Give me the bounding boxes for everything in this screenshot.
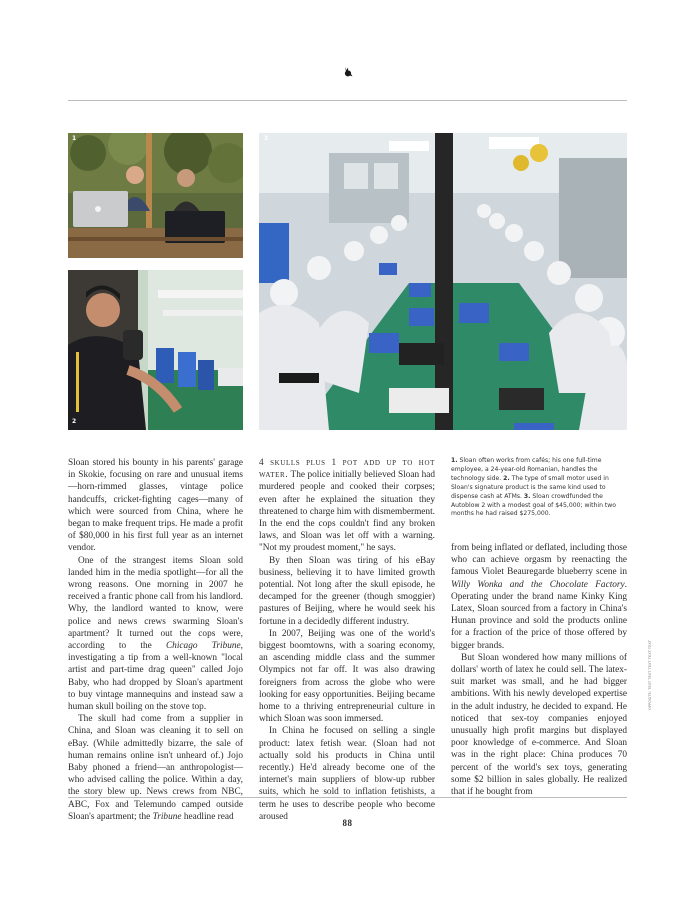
paragraph: In China he focused on selling a single product: latex fetish wear. (Sloan had not actually sold his products in China until recently.) He'd already become one of the internet's main suppliers of blow-up rubber suits, which he sold to inflation fetishists, a term he uses to describe people who become aroused <box>259 726 435 822</box>
caption: 2. The type of small motor used in Sloan's signature product is the same kind used to dispense cash at ATMs. <box>451 474 609 500</box>
section-lead: 4 skulls plus 1 pot add up to hot water. <box>259 458 435 481</box>
rabbit-logo-icon <box>342 66 354 78</box>
paragraph: 4 skulls plus 1 pot add up to hot water. The police initially believed Sloan had murdered people and cooked their corpses; even after he explained the situation they threatened to charge him with dismemberment. In the end the cops couldn't find any broken laws, and Sloan was let off with a warning. "Not my proudest moment," he says. <box>259 458 435 554</box>
paragraph: The skull had come from a supplier in China, and Sloan was cleaning it to sell on eBay. (While admittedly bizarre, the sale of human remains online isn't unheard of.) Jojo Baby phoned a friend—an anthropologist—who advised calling the police. Within a day, the story blew up. News crews from NBC, ABC, Fox and Telemundo camped outside Sloan's apartment; the Tribune headline read <box>68 714 243 822</box>
photo-2 <box>68 270 243 430</box>
page-number: 88 <box>342 818 353 828</box>
photo-number: 2 <box>72 418 77 425</box>
photo-number: 3 <box>264 135 269 142</box>
paragraph: Sloan stored his bounty in his parents' garage in Skokie, focusing on rare and unusual items—horn-rimmed glasses, vintage police handcuffs, cricket-fighting cages—many of which were sourced from China, where he began to make frequent trips. He made a profit of $80,000 in his first full year as an internet vendor. <box>68 458 243 554</box>
paragraph: In 2007, Beijing was one of the world's biggest boomtowns, with a soaring economy, an ascending middle class and the summer Olympics not far off. It was also drawing foreigners from across the globe who were looking for easy opportunities. Beijing became home to a thriving entrepreneurial culture in which Sloan was soon immersed. <box>259 628 435 725</box>
bottom-rule <box>68 797 627 798</box>
paragraph: By then Sloan was tiring of his eBay business, believing it to have limited growth potential. Not long after the skull episode, he decamped for the greener (though smoggier) pastures of Beijing, where he would seek his fortune in a decidedly different industry. <box>259 555 435 627</box>
top-rule <box>68 100 627 101</box>
caption: 3. Sloan crowdfunded the Autoblow 2 with a modest goal of $45,000; within two months he had raised $275,000. <box>451 492 616 518</box>
photo-number: 1 <box>72 135 77 142</box>
article-column-1 <box>68 457 243 823</box>
caption: 1. Sloan often works from cafés; his one full-time employee, a 24-year-old Romanian, handles the technology side. <box>451 457 602 482</box>
photo-captions <box>451 457 627 519</box>
paragraph: But Sloan wondered how many millions of dollars' worth of latex he could sell. The latex-suit market was small, and he had bigger ambitions. With his newly developed expertise in the adult industry, he decided to expand. He noticed that sex-toy companies enjoyed unusually high profit margins but displayed poor knowledge of e-commerce. And Sloan was in the right place: China produces 70 percent of the world's sex toys, generating some $2 billion in sales globally. He realized that if he bought from <box>451 652 627 798</box>
paragraph: One of the strangest items Sloan sold landed him in the media spotlight—for all the wrong reasons. One morning in 2007 he received a frantic phone call from his landlord. Why, the landlord wanted to know, were police and news crews swarming Sloan's apartment? It turned out the cops were, according to the Chicago Tribune, investigating a tip from a well-known "local artist and part-time drag queen" called Jojo Baby, who had dropped by Sloan's apartment to buy vintage mannequins and instead saw a human skull boiling on the stove top. <box>68 555 243 713</box>
photo-credit: OPPOSITE: TEXT TEXT TEXT TEXT TEXT <box>648 640 652 711</box>
article-column-3 <box>451 542 627 798</box>
article-column-2 <box>259 457 435 823</box>
photo-1 <box>68 133 243 258</box>
photo-3 <box>259 133 627 430</box>
paragraph: from being inflated or deflated, including those who can achieve orgasm by reenacting the famous Violet Beauregarde blueberry scene in Willy Wonka and the Chocolate Factory. Operating under the brand name Kinky King Latex, Sloan sourced from a factory in China's Hunan province and sold the products online for a fraction of the price of those offered by bigger brands. <box>451 543 627 651</box>
